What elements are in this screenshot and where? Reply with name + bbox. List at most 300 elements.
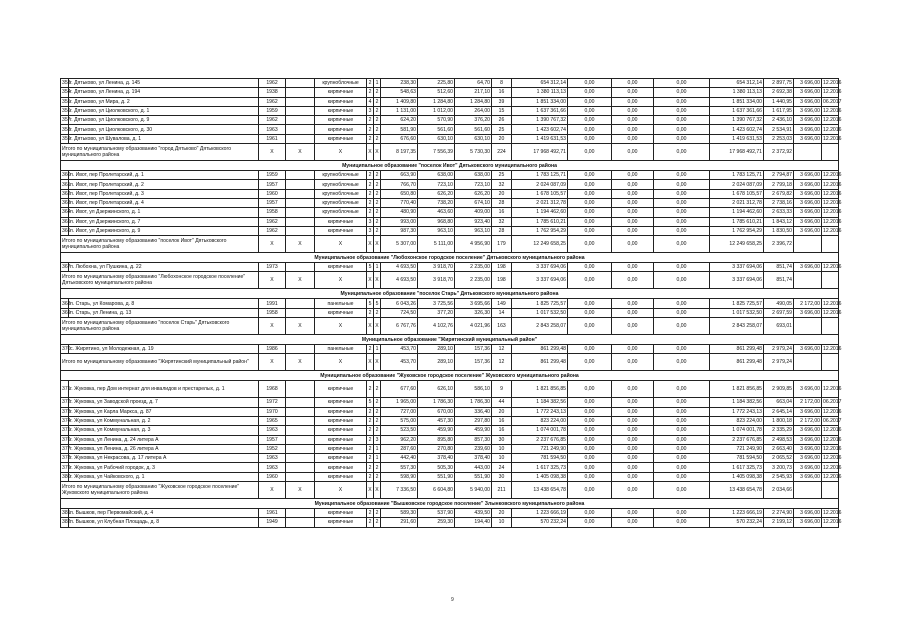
table-cell: 626,10	[418, 381, 455, 398]
table-cell: 1973	[259, 263, 286, 272]
table-cell: крупноблочные	[315, 171, 367, 180]
table-cell: 3 337 694,06	[512, 263, 568, 272]
table-row	[61, 426, 839, 435]
table-cell: 0,00	[568, 463, 612, 472]
table-cell: 0,00	[612, 217, 654, 226]
table-cell: 3 696,00	[794, 444, 822, 453]
table-cell: 12.2016	[822, 381, 839, 398]
table-cell: 0,00	[612, 79, 654, 88]
table-cell: 371	[61, 381, 69, 398]
table-cell: 3 696,00	[794, 180, 822, 189]
table-cell: 1 390 767,32	[710, 116, 764, 125]
table-cell: 851,74	[764, 263, 794, 272]
table-cell: 861 299,48	[710, 345, 764, 354]
table-cell: 2	[374, 518, 381, 527]
table-cell: 2	[367, 198, 374, 207]
table-cell: 2 172,00	[794, 416, 822, 425]
table-cell: панельные	[315, 299, 367, 308]
table-cell: п. Старь, ул Комарова, д. 8	[69, 299, 259, 308]
table-cell: 1 405 098,38	[710, 472, 764, 481]
table-row	[61, 106, 839, 115]
table-cell: г. Жуковка, ул Ленина, д. 24 литера А	[69, 435, 259, 444]
table-cell: 2	[374, 416, 381, 425]
table-cell: 1 617 325,73	[512, 463, 568, 472]
total-cell: 2 396,72	[764, 236, 794, 253]
table-cell	[286, 171, 315, 180]
total-cell	[822, 144, 839, 161]
table-cell: 1 821 856,85	[512, 381, 568, 398]
table-cell: 570 232,24	[710, 518, 764, 527]
table-cell: 3	[367, 106, 374, 115]
table-cell: 3 696,00	[794, 97, 822, 106]
table-cell: 20	[492, 407, 512, 416]
table-cell: 0,00	[568, 189, 612, 198]
table-cell: 727,00	[381, 407, 418, 416]
table-cell: 2 436,10	[764, 116, 794, 125]
table-cell: 44	[492, 398, 512, 407]
table-cell: 16	[492, 88, 512, 97]
total-cell: X	[259, 482, 286, 499]
table-cell: 2	[367, 189, 374, 198]
total-cell: 2 034,66	[764, 482, 794, 499]
table-cell: крупноблочные	[315, 79, 367, 88]
table-cell: 2	[374, 308, 381, 317]
table-cell: 381	[62, 510, 71, 517]
table-cell: 2	[374, 171, 381, 180]
table-cell: 3 696,00	[794, 134, 822, 143]
table-cell: 3 696,00	[794, 125, 822, 134]
table-cell: 30	[492, 435, 512, 444]
table-cell: 366	[62, 228, 71, 234]
table-cell: 12.2016	[823, 228, 842, 234]
table-cell: п. Ивот, ул Дзержинского, д. 9	[69, 226, 259, 235]
table-cell: 962,20	[381, 435, 418, 444]
table-cell: 0,00	[568, 381, 612, 398]
table-cell: 1	[374, 79, 381, 88]
table-cell: 0,00	[612, 171, 654, 180]
table-cell: 357	[62, 117, 71, 124]
table-cell: 453,70	[381, 345, 418, 354]
table-cell: 12.2016	[823, 172, 842, 179]
table-cell: 0,00	[654, 463, 710, 472]
section-total-row	[61, 236, 839, 253]
table-cell: 12.2016	[823, 510, 842, 517]
table-cell: 2 645,14	[764, 407, 794, 416]
table-cell: 1 821 856,85	[710, 381, 764, 398]
table-cell: 3 696,00	[794, 472, 822, 481]
table-cell: кирпичные	[315, 435, 367, 444]
total-cell: 0,00	[654, 236, 710, 253]
table-cell: 358	[62, 126, 71, 133]
table-cell	[286, 416, 315, 425]
table-cell: 0,00	[612, 509, 654, 518]
table-cell	[286, 454, 315, 463]
table-cell: 3 696,00	[794, 226, 822, 235]
table-cell: 14	[492, 308, 512, 317]
total-cell: X	[374, 318, 381, 335]
total-cell: 851,74	[764, 272, 794, 289]
table-cell: г. Дятьково, ул Циолковского, д. 1	[69, 106, 259, 115]
total-cell: 5 940,00	[455, 482, 492, 499]
table-cell: 654 312,14	[512, 79, 568, 88]
table-cell: кирпичные	[315, 463, 367, 472]
table-cell: 0,00	[654, 299, 710, 308]
total-cell: X	[374, 144, 381, 161]
table-cell: п. Ивот, ул Дзержинского, д. 7	[69, 217, 259, 226]
table-cell: 0,00	[568, 308, 612, 317]
table-cell	[286, 116, 315, 125]
table-cell: 372	[62, 399, 71, 406]
table-cell: 1 223 666,19	[512, 509, 568, 518]
table-cell: 0,00	[568, 134, 612, 143]
housing-register-table	[60, 78, 842, 528]
table-cell: г. Жуковка, ул Коммунальная, д. 3	[69, 426, 259, 435]
table-cell: 1 405 098,38	[512, 472, 568, 481]
table-cell: 2	[374, 88, 381, 97]
total-cell: 179	[492, 236, 512, 253]
table-cell: п. Вышков, пер Первомайский, д. 4	[69, 509, 259, 518]
total-cell: 163	[492, 318, 512, 335]
table-cell: 2	[367, 426, 374, 435]
total-cell: 12 249 658,25	[512, 236, 568, 253]
table-cell: 654 312,14	[710, 79, 764, 88]
table-cell: 738,20	[418, 198, 455, 207]
table-cell: 3 696,00	[794, 426, 822, 435]
table-cell: 10	[492, 454, 512, 463]
table-row	[61, 299, 839, 308]
table-row	[61, 416, 839, 425]
table-cell: 626,20	[418, 189, 455, 198]
table-cell: 194,40	[455, 518, 492, 527]
table-row	[61, 226, 839, 235]
table-row	[61, 407, 839, 416]
total-cell: 2 235,00	[455, 272, 492, 289]
table-cell	[286, 435, 315, 444]
table-cell: 0,00	[654, 472, 710, 481]
table-cell: 149	[492, 299, 512, 308]
table-cell	[286, 226, 315, 235]
total-cell: 3 337 694,06	[710, 272, 764, 289]
table-cell: 378	[62, 455, 71, 462]
total-cell: 4 693,50	[381, 272, 418, 289]
section-total-label: Итого по муниципальному образованию "Любохонское городское поселение" Дятьковского муниципального района	[61, 272, 259, 289]
total-cell	[822, 354, 839, 371]
table-row	[61, 180, 839, 189]
table-cell: 1 825 725,57	[512, 299, 568, 308]
table-cell: 2 065,52	[764, 454, 794, 463]
table-cell: 1 825 725,57	[710, 299, 764, 308]
table-cell: 157,36	[455, 345, 492, 354]
table-cell	[286, 217, 315, 226]
table-cell: 459,90	[418, 426, 455, 435]
total-cell: 3 918,70	[418, 272, 455, 289]
total-cell: X	[367, 482, 374, 499]
table-cell: 3 696,00	[794, 116, 822, 125]
table-cell: 12.2016	[823, 200, 842, 207]
table-cell: 3 918,70	[418, 263, 455, 272]
table-cell: 724,50	[381, 308, 418, 317]
table-cell: 297,80	[455, 416, 492, 425]
table-cell: крупноблочные	[315, 208, 367, 217]
table-cell: 1960	[259, 472, 286, 481]
table-cell: п. Любохна, ул Пушкина, д. 22	[69, 263, 259, 272]
table-cell: 2	[367, 125, 374, 134]
table-cell: 1962	[259, 97, 286, 106]
table-cell: 1 194 462,60	[512, 208, 568, 217]
table-cell: крупноблочные	[315, 189, 367, 198]
table-cell: 12	[492, 345, 512, 354]
table-cell: крупноблочные	[315, 180, 367, 189]
table-cell: 264,00	[455, 106, 492, 115]
table-cell: 663,90	[381, 171, 418, 180]
total-cell: 211	[492, 482, 512, 499]
table-row	[61, 472, 839, 481]
table-cell: 1 017 532,50	[512, 308, 568, 317]
total-cell	[822, 318, 839, 335]
section-total-label: Итого по муниципальному образованию "Жирятинский муниципальный район"	[61, 354, 259, 371]
table-cell: 0,00	[612, 299, 654, 308]
table-cell: 723,10	[455, 180, 492, 189]
table-cell: 1 783 125,71	[512, 171, 568, 180]
table-cell: 1 637 361,66	[512, 106, 568, 115]
table-cell: 2 979,24	[764, 345, 794, 354]
table-cell: 377,20	[418, 308, 455, 317]
table-cell: 537,90	[418, 509, 455, 518]
table-cell: 239,60	[455, 444, 492, 453]
table-row	[61, 189, 839, 198]
table-cell: 364	[62, 209, 71, 216]
table-cell: 0,00	[568, 125, 612, 134]
table-cell: 548,63	[381, 88, 418, 97]
table-cell: 987,30	[381, 226, 418, 235]
section-title: Муниципальное образование "поселок Старь" Дятьковского муниципального района	[61, 289, 839, 299]
table-row	[61, 263, 839, 272]
table-row	[61, 435, 839, 444]
table-cell: 0,00	[654, 208, 710, 217]
table-cell: 2	[367, 509, 374, 518]
table-cell: 575,00	[381, 416, 418, 425]
table-cell: 0,00	[612, 198, 654, 207]
table-cell: 373	[62, 408, 71, 415]
total-cell: X	[259, 318, 286, 335]
total-cell: X	[259, 272, 286, 289]
section-total-row	[61, 482, 839, 499]
table-cell: 12.2016	[823, 455, 842, 462]
table-cell: 0,00	[654, 88, 710, 97]
table-cell: 291,60	[381, 518, 418, 527]
table-cell: 857,30	[455, 435, 492, 444]
table-cell: 0,00	[654, 381, 710, 398]
table-cell: 3 696,00	[794, 308, 822, 317]
total-cell: X	[374, 236, 381, 253]
table-cell: 581,90	[381, 125, 418, 134]
table-cell: 0,00	[654, 97, 710, 106]
table-cell: 2 534,91	[764, 125, 794, 134]
total-cell: X	[315, 354, 367, 371]
table-cell: 2 738,16	[764, 198, 794, 207]
table-cell: 1972	[259, 398, 286, 407]
total-cell: 0,00	[568, 318, 612, 335]
total-cell	[794, 144, 822, 161]
table-cell: 10	[492, 518, 512, 527]
table-cell: г. Жуковка, ул Рабочий городок, д. 3	[69, 463, 259, 472]
total-cell: X	[286, 144, 315, 161]
table-cell: 0,00	[612, 472, 654, 481]
table-cell: 0,00	[654, 217, 710, 226]
table-cell: 2	[374, 463, 381, 472]
table-cell: г. Жуковка, пер Дом интернат для инвалидов и престарелых, д. 1	[69, 381, 259, 398]
table-cell: 2	[367, 134, 374, 143]
section-header-row	[61, 499, 839, 509]
table-cell: кирпичные	[315, 106, 367, 115]
table-cell: 723,10	[418, 180, 455, 189]
table-cell: 523,50	[381, 426, 418, 435]
total-cell: 2 843 258,07	[512, 318, 568, 335]
table-cell: 25	[492, 171, 512, 180]
total-cell: 8 197,35	[381, 144, 418, 161]
table-cell: 20	[492, 509, 512, 518]
table-cell: 359	[62, 135, 71, 142]
table-row	[61, 134, 839, 143]
table-cell: 0,00	[568, 263, 612, 272]
table-cell: 28	[492, 226, 512, 235]
total-cell: 13 438 654,78	[710, 482, 764, 499]
total-cell: 2 843 258,07	[710, 318, 764, 335]
table-cell: 0,00	[568, 116, 612, 125]
table-cell: 1 678 105,57	[710, 189, 764, 198]
table-cell: 2	[374, 97, 381, 106]
table-cell: 1 637 361,66	[710, 106, 764, 115]
table-cell	[286, 134, 315, 143]
table-cell: 0,00	[612, 88, 654, 97]
table-cell: 1 184 382,56	[512, 398, 568, 407]
table-cell: 1 772 243,13	[710, 407, 764, 416]
table-cell: п. Ивот, пер Пролетарский, д. 4	[69, 198, 259, 207]
total-cell: 0,00	[612, 144, 654, 161]
table-cell: г. Жуковка, ул Карла Маркса, д. 87	[69, 407, 259, 416]
table-cell: кирпичные	[315, 308, 367, 317]
table-cell: 3	[367, 226, 374, 235]
table-cell: 861 299,48	[512, 345, 568, 354]
table-cell: 2	[374, 106, 381, 115]
table-cell: кирпичные	[315, 444, 367, 453]
table-cell: 638,00	[418, 171, 455, 180]
table-cell: 551,90	[455, 472, 492, 481]
table-cell	[286, 308, 315, 317]
total-cell	[822, 482, 839, 499]
table-cell: 3 696,00	[794, 189, 822, 198]
table-cell: 20	[492, 134, 512, 143]
table-cell: 1962	[259, 79, 286, 88]
table-cell: 442,40	[381, 454, 418, 463]
table-cell: с. Жирятино, ул Молодежная, д. 19	[69, 345, 259, 354]
table-cell: 0,00	[568, 444, 612, 453]
section-header-row	[61, 161, 839, 171]
table-cell: 12.2016	[823, 445, 842, 452]
table-cell: 378,40	[455, 454, 492, 463]
table-cell: 2	[367, 345, 374, 354]
table-cell: 0,00	[568, 472, 612, 481]
table-cell: г. Дятьково, ул Ленина, д. 145	[69, 79, 259, 88]
table-cell: 1 423 602,74	[512, 125, 568, 134]
table-cell: 1 419 631,53	[512, 134, 568, 143]
table-cell: 557,30	[381, 463, 418, 472]
table-cell	[286, 299, 315, 308]
table-cell: 12.2016	[823, 218, 842, 225]
table-cell: 2	[374, 180, 381, 189]
table-cell: 1963	[259, 426, 286, 435]
section-header-row	[61, 335, 839, 345]
table-cell: 2	[367, 171, 374, 180]
table-cell: 16	[492, 426, 512, 435]
table-cell: 0,00	[654, 106, 710, 115]
table-cell: 4 693,50	[381, 263, 418, 272]
table-cell: 1958	[259, 308, 286, 317]
total-cell: X	[286, 354, 315, 371]
table-cell: 377	[62, 445, 71, 452]
total-cell: 453,70	[381, 354, 418, 371]
total-cell: 0,00	[568, 272, 612, 289]
table-cell: 2 897,75	[764, 79, 794, 88]
register-table-sheet	[60, 78, 842, 528]
table-cell: 12.2016	[823, 108, 842, 115]
total-cell	[794, 236, 822, 253]
table-cell: 25	[492, 125, 512, 134]
table-cell: 5	[367, 263, 374, 272]
table-row	[61, 116, 839, 125]
total-cell	[794, 354, 822, 371]
table-cell: 2	[367, 381, 374, 398]
table-cell: 39	[492, 97, 512, 106]
total-cell: 0,00	[612, 482, 654, 499]
total-cell: 0,00	[612, 272, 654, 289]
table-cell: 0,00	[654, 509, 710, 518]
table-cell: 0,00	[612, 226, 654, 235]
table-cell: 1 783 125,71	[710, 171, 764, 180]
table-cell: г. Дятьково, ул Ленина, д. 194	[69, 88, 259, 97]
table-cell: 1 762 954,29	[512, 226, 568, 235]
table-cell: 409,00	[455, 208, 492, 217]
table-cell: 1 851 334,00	[512, 97, 568, 106]
table-cell: 2	[367, 116, 374, 125]
total-cell: 693,01	[764, 318, 794, 335]
table-cell: 626,20	[455, 189, 492, 198]
table-cell: 0,00	[568, 435, 612, 444]
table-cell: 1 131,00	[381, 106, 418, 115]
section-total-label: Итого по муниципальному образованию "поселок Старь" Дятьковского муниципального района	[61, 318, 259, 335]
total-cell: X	[374, 482, 381, 499]
table-cell: 2	[374, 407, 381, 416]
table-cell: 439,50	[455, 509, 492, 518]
table-cell	[286, 88, 315, 97]
total-cell: X	[374, 354, 381, 371]
table-cell: 06.2017	[823, 98, 842, 105]
table-cell: 2 697,59	[764, 308, 794, 317]
table-cell: 2 498,53	[764, 435, 794, 444]
table-cell: 0,00	[654, 398, 710, 407]
table-cell: 6 043,26	[381, 299, 418, 308]
table-cell: кирпичные	[315, 226, 367, 235]
table-cell: 12.2016	[823, 427, 842, 434]
table-cell: 289,10	[418, 345, 455, 354]
table-row	[61, 208, 839, 217]
table-cell: 12.2016	[823, 117, 842, 124]
table-cell: 1961	[259, 134, 286, 143]
table-cell	[286, 198, 315, 207]
table-cell: 2 021 312,78	[512, 198, 568, 207]
table-cell: 0,00	[612, 208, 654, 217]
table-cell: 630,10	[455, 134, 492, 143]
